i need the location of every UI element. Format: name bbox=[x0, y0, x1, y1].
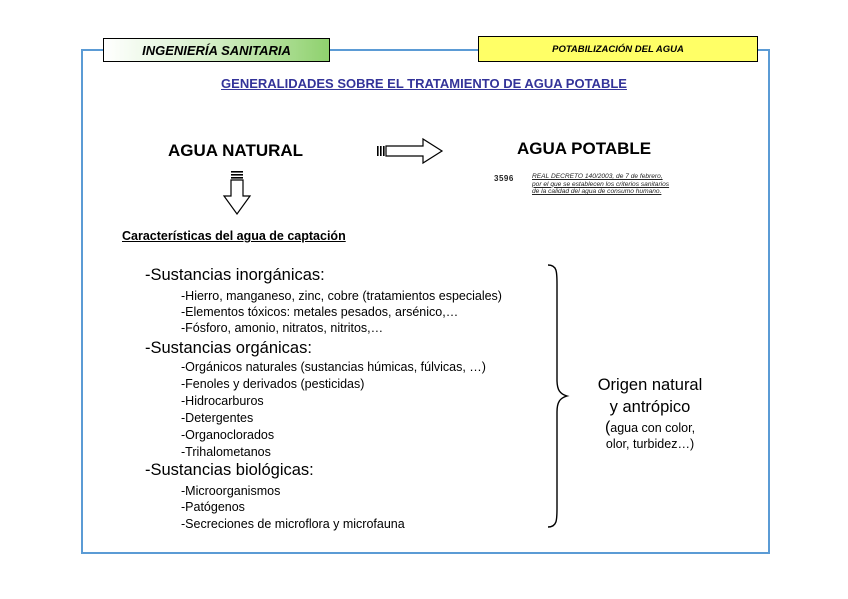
category-organic: -Sustancias orgánicas: bbox=[145, 339, 312, 357]
list-item: -Fenoles y derivados (pesticidas) bbox=[181, 377, 365, 391]
decree-line: por el que se establecen los criterios sanitarios bbox=[532, 180, 670, 188]
curly-brace-icon bbox=[546, 262, 570, 530]
decree-line: REAL DECRETO 140/2003, de 7 de febrero, bbox=[532, 173, 663, 180]
down-arrow-icon bbox=[223, 170, 253, 216]
right-arrow-icon bbox=[376, 138, 444, 164]
list-item: -Microorganismos bbox=[181, 484, 281, 498]
list-item: -Orgánicos naturales (sustancias húmicas, fúlvicas, …) bbox=[181, 360, 486, 374]
source-label: AGUA NATURAL bbox=[168, 141, 304, 160]
list-item: -Hidrocarburos bbox=[181, 394, 264, 408]
list-item: -Fósforo, amonio, nitratos, nitritos,… bbox=[181, 321, 384, 335]
open-paren: ( bbox=[604, 419, 611, 436]
target-label: AGUA POTABLE bbox=[517, 139, 652, 158]
list-item: -Organoclorados bbox=[181, 428, 275, 442]
origin-line: y antrópico bbox=[609, 398, 691, 416]
origin-note bbox=[585, 420, 715, 452]
origin-line: Origen natural bbox=[597, 376, 703, 394]
decree-number: 3596 bbox=[494, 174, 514, 183]
list-item: -Hierro, manganeso, zinc, cobre (tratamientos especiales) bbox=[181, 289, 502, 303]
section-tab-left: INGENIERÍA SANITARIA bbox=[103, 38, 330, 62]
list-item: -Elementos tóxicos: metales pesados, arsénico,… bbox=[181, 305, 459, 319]
origin-note-line bbox=[585, 420, 715, 436]
category-biological: -Sustancias biológicas: bbox=[145, 461, 314, 479]
section-tab-right: POTABILIZACIÓN DEL AGUA bbox=[478, 36, 758, 62]
list-item: -Detergentes bbox=[181, 411, 254, 425]
origin-title bbox=[585, 374, 715, 418]
list-item: -Trihalometanos bbox=[181, 445, 271, 459]
decree-text bbox=[532, 173, 669, 196]
list-item: -Secreciones de microflora y microfauna bbox=[181, 517, 405, 531]
decree-line: de la calidad del agua de consumo humano. bbox=[532, 188, 662, 196]
list-item: -Patógenos bbox=[181, 500, 245, 514]
origin-note-line: olor, turbidez…) bbox=[605, 437, 695, 451]
page-title: GENERALIDADES SOBRE EL TRATAMIENTO DE AGUA POTABLE bbox=[221, 76, 627, 91]
characteristics-heading: Características del agua de captación bbox=[122, 229, 346, 243]
category-inorganic: -Sustancias inorgánicas: bbox=[145, 266, 325, 284]
origin-note-text: agua con color, bbox=[610, 421, 696, 435]
